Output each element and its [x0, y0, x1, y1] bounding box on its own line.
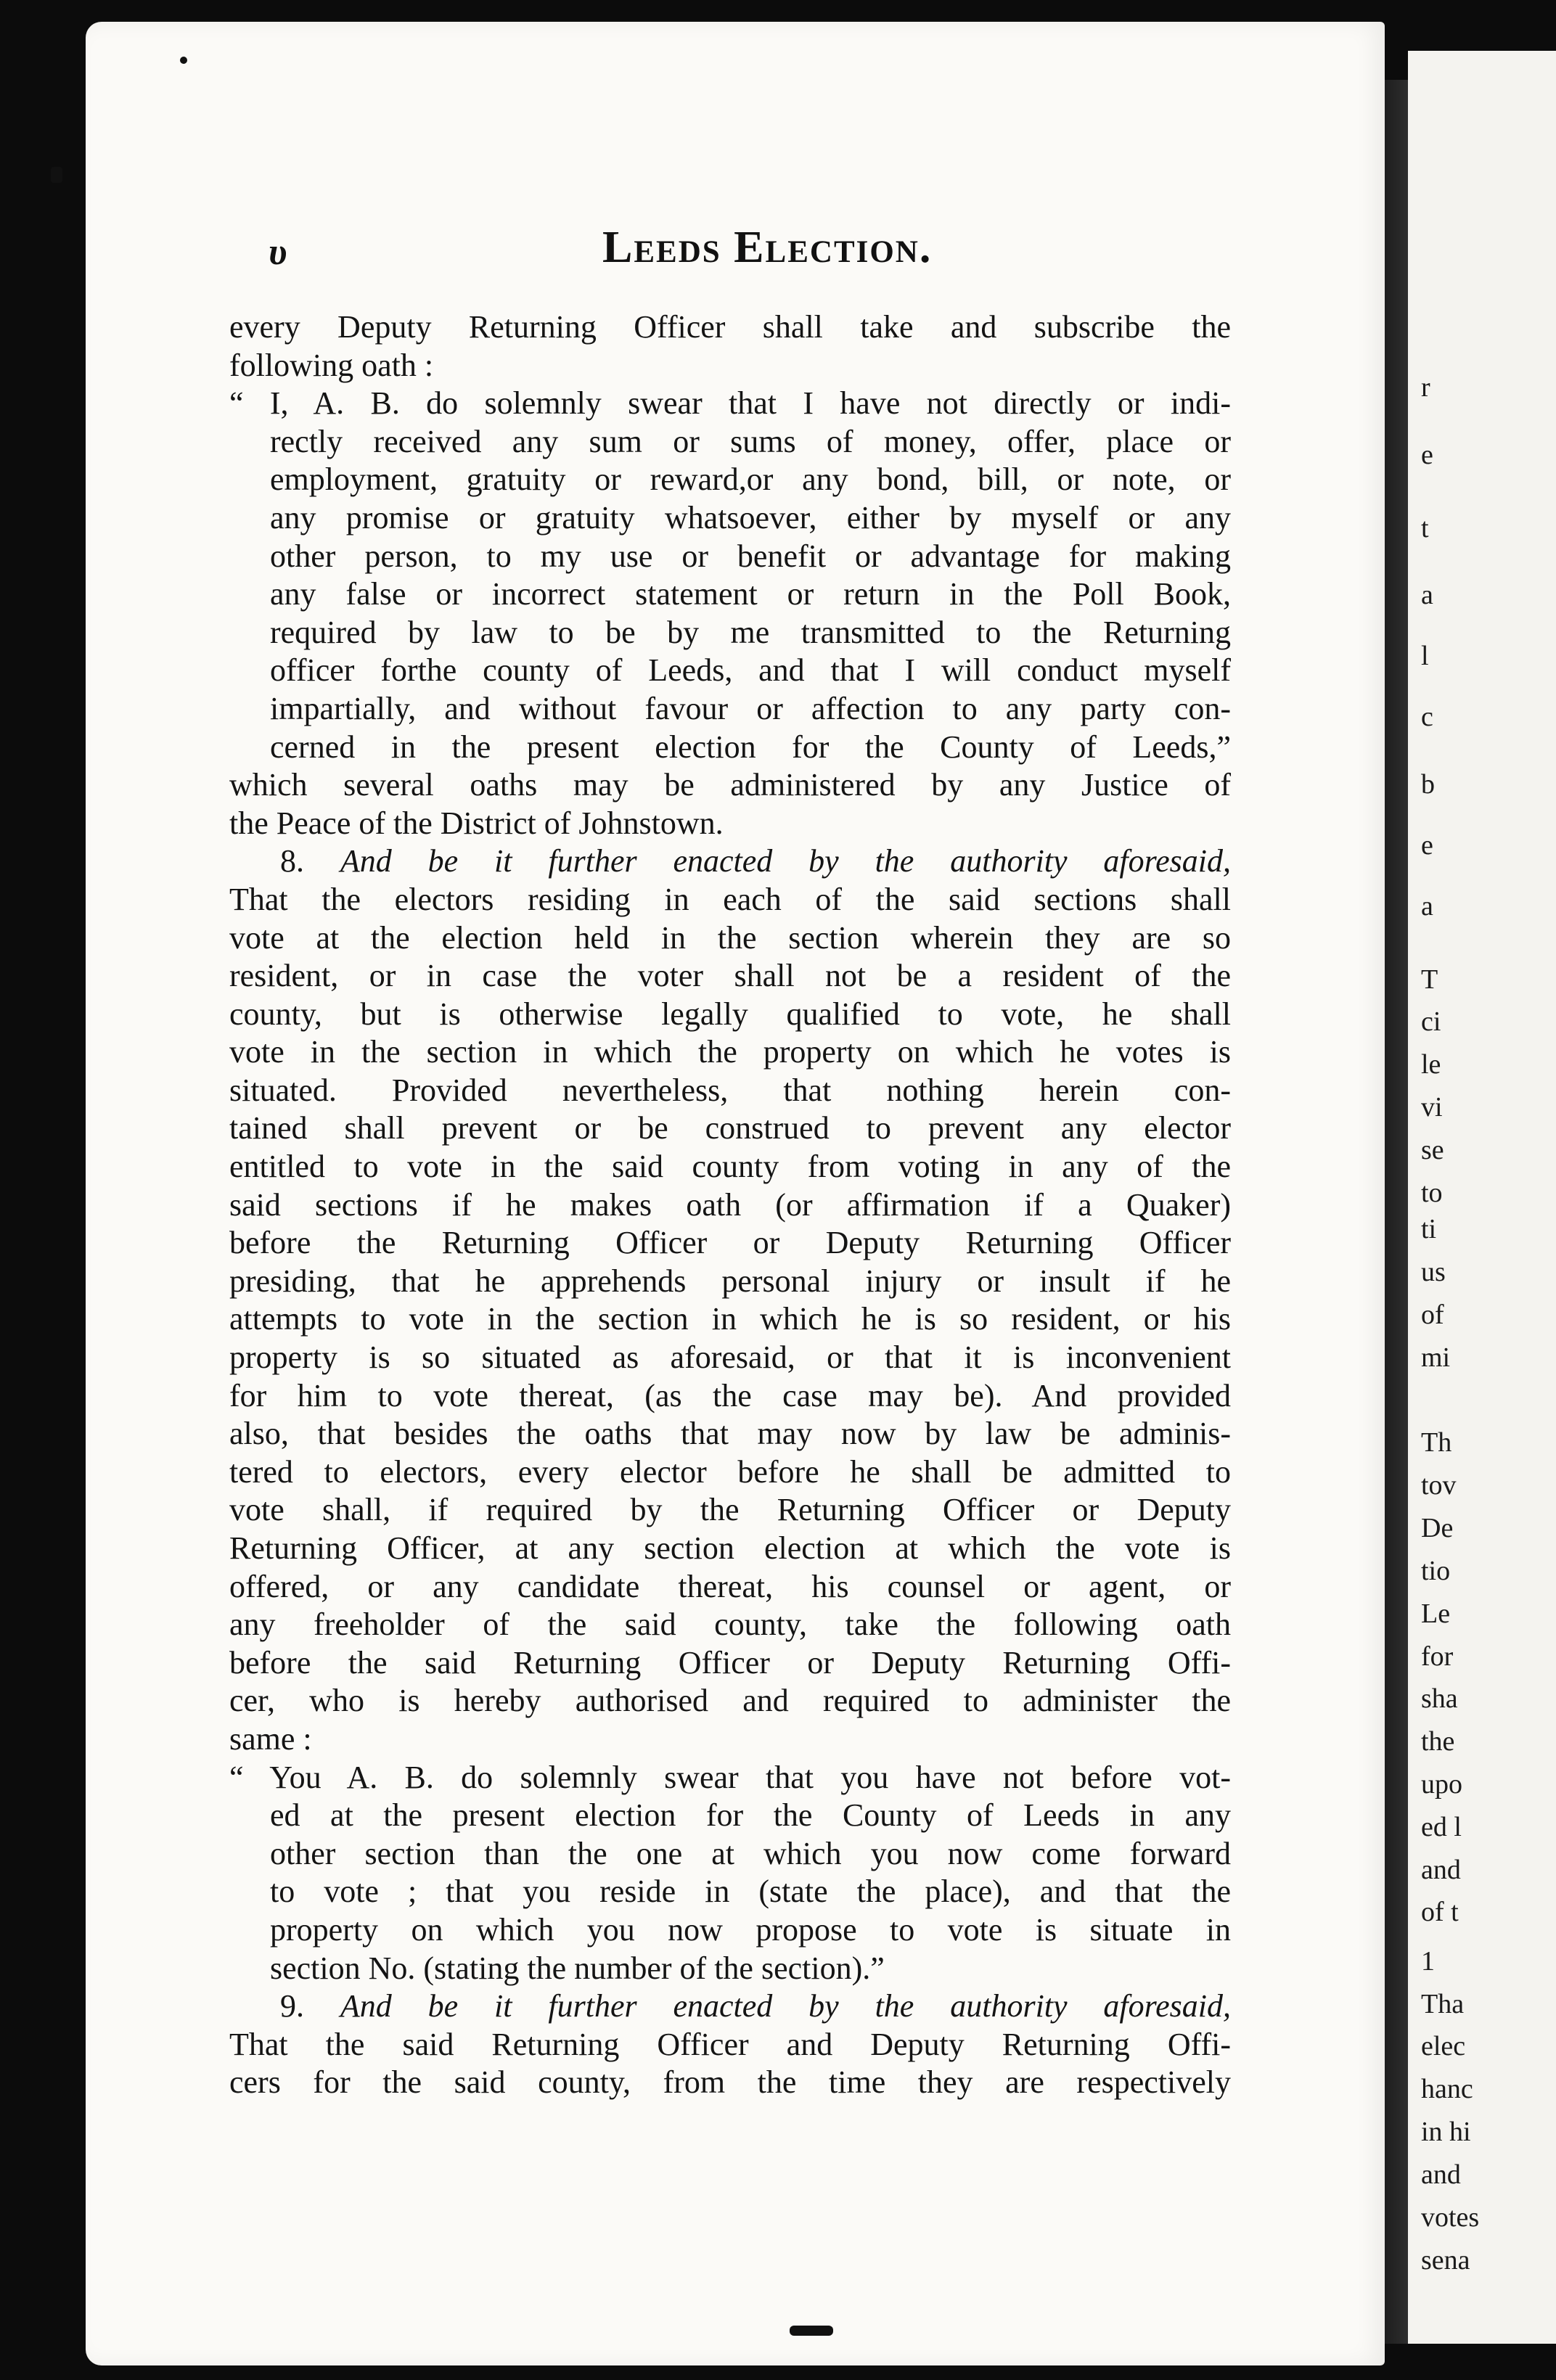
facing-page-fragment: a: [1421, 580, 1433, 610]
text-line-run: Returning Officer, at any section election at which the vote is: [229, 1530, 1231, 1566]
facing-page-fragment: 1: [1421, 1946, 1435, 1977]
text-line: [229, 1873, 1231, 1911]
text-line-run: following oath :: [229, 347, 434, 383]
text-line: [229, 1453, 1231, 1492]
scan-speck: [790, 2326, 833, 2336]
facing-page-fragment: De: [1421, 1513, 1454, 1543]
text-line-run: section No. (stating the number of the section).”: [270, 1950, 885, 1986]
facing-page-fragment: hanc: [1421, 2074, 1473, 2104]
text-line-run: That the electors residing in each of the said sections shall: [229, 881, 1231, 917]
text-line-run: property is so situated as aforesaid, or that it is inconvenient: [229, 1339, 1231, 1376]
facing-page-fragment: sena: [1421, 2245, 1470, 2276]
text-line-run: “ You A. B. do solemnly swear that you have not before vot-: [229, 1759, 1231, 1795]
text-line: [229, 1530, 1231, 1568]
text-line-run: offered, or any candidate thereat, his counsel or agent, or: [229, 1568, 1231, 1604]
text-line-run: which several oaths may be administered by any Justice of: [229, 767, 1231, 803]
text-line-run: officer forthe county of Leeds, and that I will conduct myself: [270, 652, 1231, 689]
text-line: [229, 842, 1231, 881]
text-line: [229, 614, 1231, 652]
text-line: [229, 1644, 1231, 1683]
text-line: [229, 385, 1231, 423]
text-line: [229, 2064, 1231, 2102]
text-line: [229, 499, 1231, 538]
facing-page-fragment: ti: [1421, 1214, 1437, 1244]
facing-page-fragment: of: [1421, 1300, 1444, 1330]
text-line: [229, 1797, 1231, 1835]
text-line: [229, 461, 1231, 499]
facing-page-fragment: to: [1421, 1178, 1443, 1208]
text-line: [229, 423, 1231, 461]
text-line: [229, 1033, 1231, 1072]
text-line-run: other section than the one at which you now come forward: [270, 1835, 1231, 1871]
text-line: [229, 1300, 1231, 1339]
text-line-run: also, that besides the oaths that may now by law be adminis-: [229, 1416, 1231, 1452]
text-line: [229, 1263, 1231, 1301]
text-line: [229, 1987, 1231, 2026]
page-number: υ: [269, 231, 287, 273]
text-line: [229, 1759, 1231, 1797]
facing-page-fragment: se: [1421, 1135, 1444, 1165]
text-line: [229, 919, 1231, 958]
text-line: [229, 1606, 1231, 1644]
text-line-run: to vote ; that you reside in (state the place), and that the: [270, 1874, 1231, 1910]
text-line: [229, 957, 1231, 996]
text-line: [229, 1339, 1231, 1377]
text-line: [229, 2026, 1231, 2064]
text-line: [229, 1415, 1231, 1453]
text-line-run: every Deputy Returning Officer shall take and subscribe the: [229, 309, 1231, 345]
text-line-run: situated. Provided nevertheless, that nothing herein con-: [229, 1072, 1231, 1108]
text-line: [229, 347, 1231, 385]
text-line-run: cerned in the present election for the County of Leeds,”: [270, 729, 1231, 765]
text-line: [229, 1109, 1231, 1148]
facing-page-fragment: tio: [1421, 1556, 1451, 1586]
facing-page-fragment: ed l: [1421, 1812, 1462, 1842]
text-line: [229, 308, 1231, 347]
text-line: [229, 1568, 1231, 1606]
facing-page-fragment: for: [1421, 1641, 1454, 1672]
facing-page-fragment: e: [1421, 830, 1433, 861]
text-line-run: cers for the said county, from the time they are respectively: [229, 2064, 1231, 2101]
text-line-run: 8.: [280, 843, 340, 879]
page-header: [247, 218, 1299, 283]
text-line-run: the Peace of the District of Johnstown.: [229, 805, 724, 841]
facing-page-fragment: us: [1421, 1257, 1446, 1287]
text-line: [229, 1224, 1231, 1263]
text-line-run: employment, gratuity or reward,or any bond, bill, or note, or: [270, 461, 1231, 498]
facing-page-fragment: c: [1421, 702, 1433, 732]
facing-page-fragment: and: [1421, 1855, 1461, 1885]
text-line: [229, 1911, 1231, 1950]
text-line-run: “ I, A. B. do solemnly swear that I have not directly or indi-: [229, 385, 1231, 422]
facing-page-fragment: le: [1421, 1049, 1441, 1080]
text-line-run: rectly received any sum or sums of money, offer, place or: [270, 423, 1231, 459]
text-line: [229, 538, 1231, 576]
text-line-run: any promise or gratuity whatsoever, either by myself or any: [270, 499, 1231, 536]
facing-page-fragment: tov: [1421, 1470, 1457, 1501]
text-line-run: county, but is otherwise legally qualified to vote, he shall: [229, 996, 1231, 1032]
text-line-run: same :: [229, 1720, 312, 1757]
text-line-run: tered to electors, every elector before he shall be admitted to: [229, 1453, 1231, 1490]
running-title: Leeds Election.: [602, 223, 933, 272]
text-line: [229, 1491, 1231, 1530]
text-line: [229, 805, 1231, 843]
facing-page-fragment: upo: [1421, 1769, 1462, 1800]
scan-speck: [51, 167, 62, 183]
facing-page-fragment: r: [1421, 372, 1430, 403]
text-line-run: resident, or in case the voter shall not be a resident of the: [229, 958, 1231, 994]
facing-page-fragment: the: [1421, 1726, 1455, 1757]
text-line-run: That the said Returning Officer and Deputy Returning Offi-: [229, 2026, 1231, 2062]
facing-page-fragment: b: [1421, 769, 1435, 800]
facing-page-fragment: Th: [1421, 1427, 1452, 1458]
facing-page-edge: [1408, 51, 1556, 2344]
facing-page-fragment: e: [1421, 440, 1433, 470]
text-line-run: cer, who is hereby authorised and required to administer the: [229, 1683, 1231, 1719]
text-line-run: for him to vote thereat, (as the case may be). And provided: [229, 1377, 1231, 1413]
text-line-run: vote shall, if required by the Returning Officer or Deputy: [229, 1492, 1231, 1528]
facing-page-fragment: of t: [1421, 1897, 1459, 1927]
text-line-run: vote in the section in which the property on which he votes is: [229, 1034, 1231, 1070]
text-line: [229, 766, 1231, 805]
facing-page-fragment: elec: [1421, 2031, 1466, 2061]
text-line: [229, 690, 1231, 729]
text-line-run: before the said Returning Officer or Deputy Returning Offi-: [229, 1644, 1231, 1681]
facing-page-fragment: in hi: [1421, 2117, 1471, 2147]
text-line: [229, 1950, 1231, 1988]
text-line: [229, 1072, 1231, 1110]
facing-page-fragment: mi: [1421, 1342, 1451, 1373]
facing-page-fragment: T: [1421, 964, 1438, 995]
facing-page-fragment: l: [1421, 641, 1429, 671]
text-line-run: other person, to my use or benefit or advantage for making: [270, 538, 1231, 574]
text-line-run: ed at the present election for the County of Leeds in any: [270, 1797, 1231, 1834]
facing-page-fragment: votes: [1421, 2202, 1480, 2233]
text-line: [229, 1835, 1231, 1874]
scan-speck: [180, 57, 187, 64]
text-line-run: attempts to vote in the section in which he is so resident, or his: [229, 1301, 1231, 1337]
text-line: [229, 1186, 1231, 1225]
text-line-run: impartially, and without favour or affection to any party con-: [270, 690, 1231, 726]
text-line-run: presiding, that he apprehends personal injury or insult if he: [229, 1263, 1231, 1299]
facing-page-fragment: a: [1421, 891, 1433, 922]
text-line: [229, 881, 1231, 919]
text-line-run: entitled to vote in the said county from voting in any of the: [229, 1149, 1231, 1185]
facing-page-fragment: ci: [1421, 1006, 1441, 1037]
italic-enactment-clause: And be it further enacted by the authority aforesaid,: [340, 843, 1232, 879]
text-line: [229, 1682, 1231, 1720]
text-line-run: vote at the election held in the section wherein they are so: [229, 919, 1231, 956]
text-line: [229, 729, 1231, 767]
text-line-run: 9.: [280, 1988, 340, 2024]
text-line: [229, 652, 1231, 690]
facing-page-fragment: Le: [1421, 1599, 1451, 1629]
text-line: [229, 1377, 1231, 1416]
facing-page-fragment: vi: [1421, 1092, 1443, 1123]
text-line-run: property on which you now propose to vote is situate in: [270, 1911, 1231, 1948]
text-line-run: tained shall prevent or be construed to prevent any elector: [229, 1110, 1231, 1146]
text-line-run: any false or incorrect statement or return in the Poll Book,: [270, 576, 1231, 612]
text-line-run: any freeholder of the said county, take the following oath: [229, 1606, 1231, 1643]
facing-page-fragment: sha: [1421, 1683, 1458, 1714]
facing-page-fragment: Tha: [1421, 1989, 1465, 2019]
text-line: [229, 1148, 1231, 1186]
facing-page-fragment: t: [1421, 513, 1429, 543]
text-line-run: before the Returning Officer or Deputy Returning Officer: [229, 1225, 1231, 1261]
text-line-run: required by law to be by me transmitted to the Returning: [270, 614, 1231, 650]
text-line: [229, 1720, 1231, 1759]
text-line-run: said sections if he makes oath (or affirmation if a Quaker): [229, 1186, 1231, 1223]
facing-page-fragment: and: [1421, 2159, 1461, 2190]
text-line: [229, 996, 1231, 1034]
body-text: [229, 308, 1231, 2102]
italic-enactment-clause: And be it further enacted by the authority aforesaid,: [340, 1988, 1232, 2024]
text-line: [229, 575, 1231, 614]
